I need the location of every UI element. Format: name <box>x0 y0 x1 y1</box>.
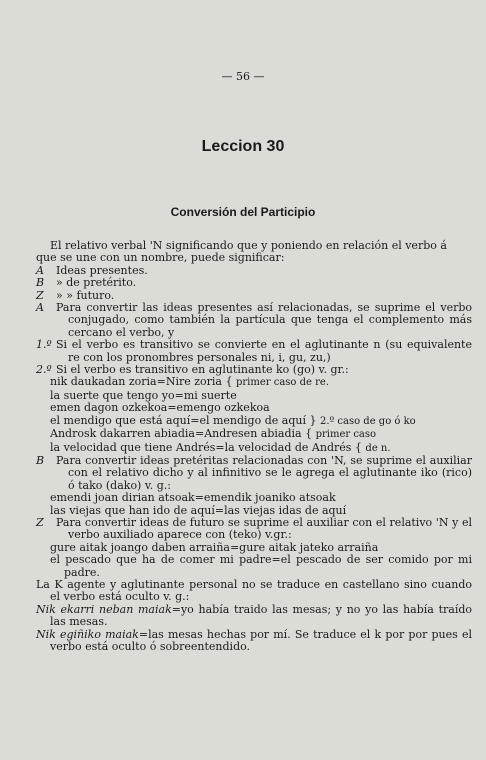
item-label: Z <box>36 288 44 302</box>
item-text: » » futuro. <box>56 288 115 302</box>
body-text <box>36 240 472 653</box>
intro-line-2: que se une con un nombre, puede significar: <box>36 251 285 265</box>
item-text: Para convertir ideas pretéritas relacionadas con 'N, se suprime el auxiliar con el relativo dicho y al infinitivo se le agrega el aglutinante iko (rico) ó tako (dako) v. g.: <box>56 453 472 492</box>
intro-line-1: El relativo verbal 'N significando que y poniendo en relación el verbo á <box>50 239 447 252</box>
note-k-example-1: Nik ekarri neban maiak=yo había traido las mesas; y no yo las había traído las mesas. <box>36 602 472 629</box>
example-line: la velocidad que tiene Andrés=la velocidad de Andrés { de n. <box>50 440 391 454</box>
item-text: Para convertir ideas de futuro se suprime el auxiliar con el relativo 'N y el verbo auxiliado aparece con (teko) v.gr.: <box>56 515 472 542</box>
example-line: el mendigo que está aquí=el mendigo de aquí } 2.º caso de go ó ko <box>50 413 416 427</box>
section-b <box>36 455 472 492</box>
rule-1 <box>36 339 472 364</box>
brace-note: de n. <box>365 442 391 454</box>
example-line: Androsk dakarren abiadia=Andresen abiadia { primer caso <box>50 427 377 441</box>
item-label: A <box>36 301 44 315</box>
item-text: Si el verbo es transitivo se convierte en el aglutinante n (su equivalente re con los pronombres personales ni, i, gu, zu,) <box>56 338 472 364</box>
note-k-example-2: Nik egiñiko maiak=las mesas hechas por mí. Se traduce el k por por pues el verbo está oculto ó sobreentendido. <box>36 627 472 653</box>
example-line: gure aitak joango daben arraiña=gure aitak jateko arraiña <box>50 540 379 554</box>
example-line: emendi joan dirian atsoak=emendik joaniko atsoak <box>50 491 336 505</box>
page-number: — 56 — <box>221 70 265 83</box>
brace-note: primer caso <box>315 429 377 441</box>
item-label: 1.º <box>36 338 52 352</box>
brace-note: primer caso de re. <box>235 377 329 389</box>
example-line: el pescado que ha de comer mi padre=el pescado de ser comido por mi padre. <box>50 553 472 579</box>
section-a <box>36 302 472 339</box>
item-label: B <box>36 276 45 290</box>
example-line: las viejas que han ido de aquí=las viejas idas de aquí <box>50 503 347 517</box>
example-line: nik daukadan zoria=Nire zoria { primer caso de re. <box>50 375 329 389</box>
item-label: A <box>36 263 44 277</box>
page-title: Leccion 30 <box>201 138 285 155</box>
section-subtitle: Conversión del Participio <box>170 205 316 219</box>
example-line: emen dagon ozkekoa=emengo ozkekoa <box>50 401 270 415</box>
note-k: La K agente y aglutinante personal no se traduce en castellano sino cuando el verbo está oculto v. g.: <box>36 577 472 604</box>
item-label: 2.º <box>36 363 52 377</box>
item-label: Z <box>36 515 44 529</box>
item-text: Para convertir las ideas presentes así relacionadas, se suprime el verbo conjugado, como también la partícula que tenga el complemento más cercano el verbo, y <box>56 301 472 339</box>
brace-note: 2.º caso de go ó ko <box>319 415 416 427</box>
item-label: B <box>36 453 45 467</box>
section-z <box>36 517 472 542</box>
item-text: Si el verbo es transitivo en aglutinante ko (go) v. gr.: <box>56 363 349 377</box>
item-text: » de pretérito. <box>56 276 137 290</box>
item-text: Ideas presentes. <box>56 263 148 277</box>
example-line: la suerte que tengo yo=mi suerte <box>50 388 237 402</box>
